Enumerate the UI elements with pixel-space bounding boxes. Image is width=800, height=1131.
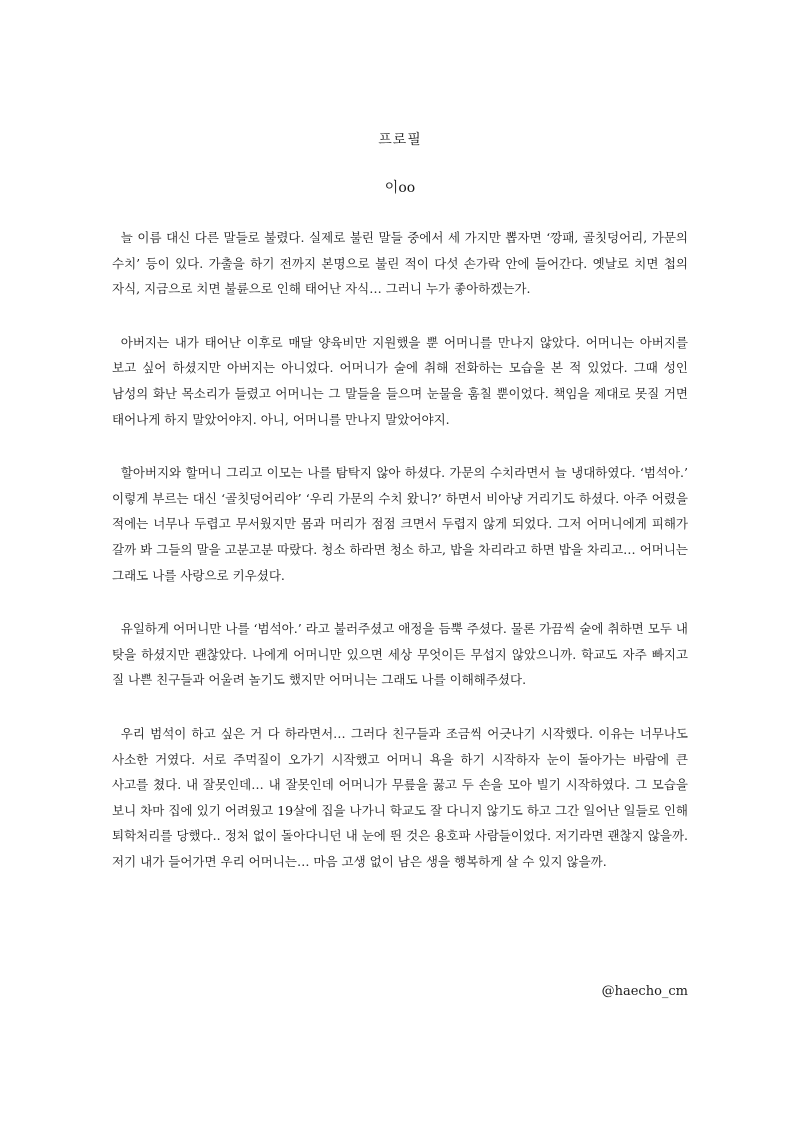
paragraph-1: 늘 이름 대신 다른 말들로 불렸다. 실제로 불린 말들 중에서 세 가지만 뽑자면 ‘깡패, 골칫덩어리, 가문의 수치’ 등이 있다. 가출을 하기 전까지 본명으로 불린 적이 다섯 손가락 안에 들어간다. 옛날로 치면 첩의 자식, 지금으로 치면 불륜으로 인해 태어난 자식… 그러니 누가 좋아하겠는가. xyxy=(112,230,688,297)
page-title: 프로필 xyxy=(378,132,422,148)
paragraph-5: 우리 범석이 하고 싶은 거 다 하라면서… 그러다 친구들과 조금씩 어긋나기 시작했다. 이유는 너무나도 사소한 거였다. 서로 주먹질이 오가기 시작했고 어머니 욕을 하기 시작하자 눈이 돌아가는 바람에 큰 사고를 쳤다. 내 잘못인데… 내 잘못인데 어머니가 무릎을 꿇고 두 손을 모아 빌기 시작하였다. 그 모습을 보니 차마 집에 있기 어려웠고 19살에 집을 나가니 학교도 잘 다니지 않기도 하고 그간 일어난 일들로 인해 퇴학처리를 당했다.. 정처 없이 돌아다니던 내 눈에 띈 것은 용호파 사람들이었다. 저기라면 괜찮지 않을까. 저기 내가 들어가면 우리 어머니는… 마음 고생 없이 남은 생을 행복하게 살 수 있지 않을까. xyxy=(112,725,688,869)
paragraph-2: 아버지는 내가 태어난 이후로 매달 양육비만 지원했을 뿐 어머니를 만나지 않았다. 어머니는 아버지를 보고 싶어 하셨지만 아버지는 아니었다. 어머니가 술에 취해 전화하는 모습을 본 적 있었다. 그때 성인 남성의 화난 목소리가 들렸고 어머니는 그 말들을 들으며 눈물을 훔칠 뿐이었다. 책임을 제대로 못질 거면 태어나게 하지 말았어야지. 아니, 어머니를 만나지 말았어야지. xyxy=(112,334,688,427)
paragraph-3: 할아버지와 할머니 그리고 이모는 나를 탐탁지 않아 하셨다. 가문의 수치라면서 늘 냉대하였다. ‘범석아.’ 이렇게 부르는 대신 ‘골칫덩어리야’ ‘우리 가문의 수치 왔니?’ 하면서 비아냥 거리기도 하셨다. 아주 어렸을 적에는 너무나 두렵고 무서웠지만 몸과 머리가 점점 크면서 두렵지 않게 되었다. 그저 어머니에게 피해가 갈까 봐 그들의 말을 고분고분 따랐다. 청소 하라면 청소 하고, 밥을 차리라고 하면 밥을 차리고… 어머니는 그래도 나를 사랑으로 키우셨다. xyxy=(112,465,688,583)
document-body xyxy=(112,225,688,874)
author-name: 이oo xyxy=(384,180,416,196)
paragraph-4: 유일하게 어머니만 나를 ‘범석아.’ 라고 불러주셨고 애정을 듬뿍 주셨다. 물론 가끔씩 술에 취하면 모두 내 탓을 하셨지만 괜찮았다. 나에게 어머니만 있으면 세상 무엇이든 무섭지 않았으니까. 학교도 자주 빠지고 질 나쁜 친구들과 어울려 놀기도 했지만 어머니는 그래도 나를 이해해주셨다. xyxy=(112,621,688,688)
signature-handle: @haecho_cm xyxy=(601,984,688,999)
